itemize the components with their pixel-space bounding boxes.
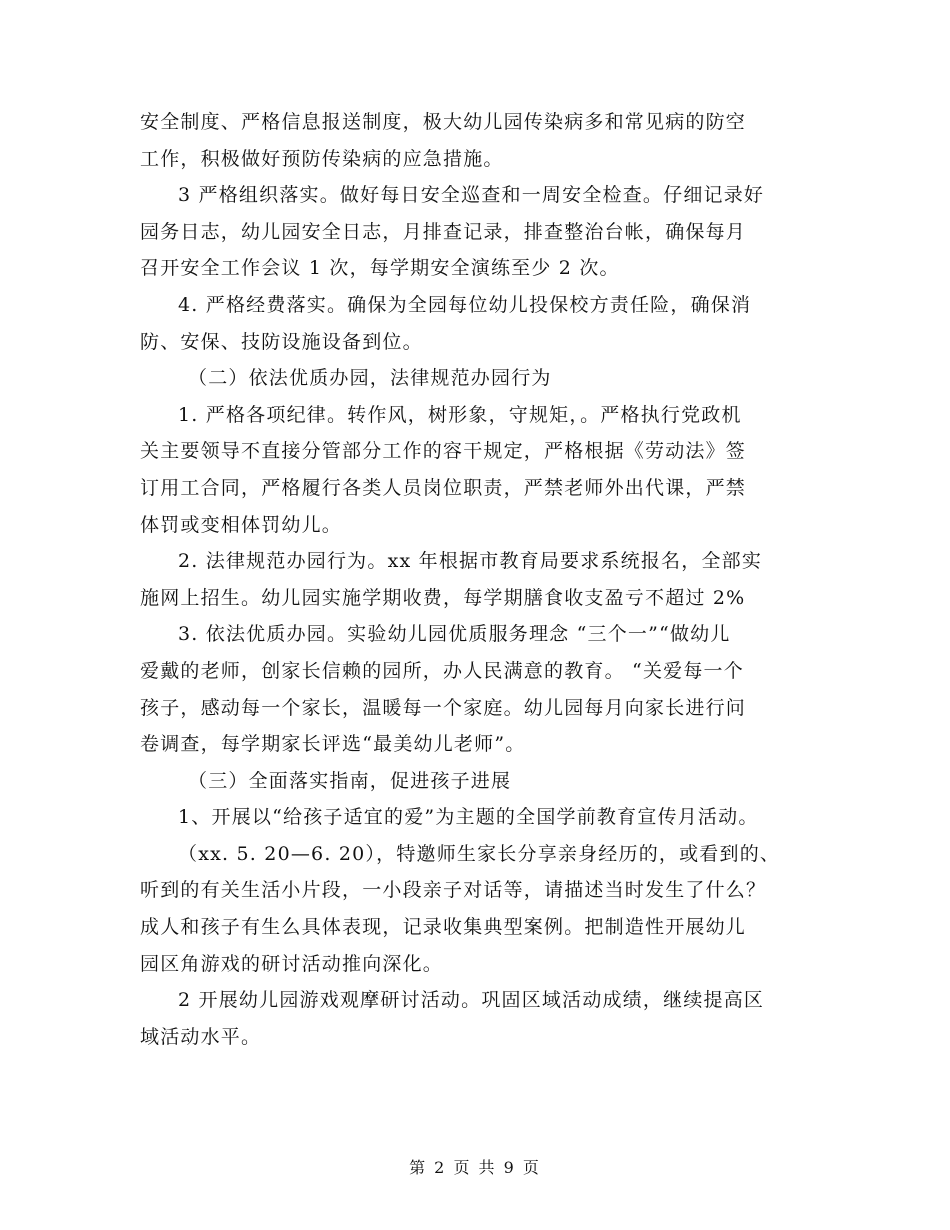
section-heading: （三）全面落实指南，促进孩子进展 [188, 769, 512, 792]
text-line: 工作，积极做好预防传染病的应急措施。 [140, 147, 504, 170]
page-number-footer: 第 2 页 共 9 页 [409, 1158, 541, 1177]
text-line: 成人和孩子有生么具体表现，记录收集典型案例。把制造性开展幼儿 [140, 916, 747, 939]
text-line: 体罚或变相体罚幼儿。 [140, 513, 343, 536]
text-line: 听到的有关生活小片段，一小段亲子对话等，请描述当时发生了什么？ [140, 879, 767, 902]
text-line: 3. 依法优质办园。实验幼儿园优质服务理念 “三个一”“做幼儿 [178, 623, 731, 646]
text-line: 爱戴的老师，创家长信赖的园所，办人民满意的教育。 “关爱每一个 [140, 659, 744, 682]
text-line: 施网上招生。幼儿园实施学期收费，每学期膳食收支盈亏不超过 2% [140, 586, 746, 609]
text-line: 1. 严格各项纪律。转作风，树形象，守规矩，。严格执行党政机 [178, 403, 742, 426]
text-line: 1、开展以“给孩子适宜的爱”为主题的全国学前教育宣传月活动。 [178, 806, 759, 829]
text-line: 4. 严格经费落实。确保为全园每位幼儿投保校方责任险，确保消 [178, 293, 752, 316]
text-line: 园区角游戏的研讨活动推向深化。 [140, 952, 444, 975]
text-line: 订用工合同，严格履行各类人员岗位职责，严禁老师外出代课，严禁 [140, 476, 747, 499]
section-heading: （二）依法优质办园，法律规范办园行为 [188, 367, 552, 390]
text-line: 卷调查，每学期家长评选“最美幼儿老师”。 [140, 733, 526, 756]
text-line: 关主要领导不直接分管部分工作的容干规定，严格根据《劳动法》签 [140, 440, 747, 463]
text-line: 安全制度、严格信息报送制度，极大幼儿园传染病多和常见病的防空 [140, 111, 747, 133]
text-line: （xx. 5. 20—6. 20），特邀师生家长分享亲身经历的，或看到的、 [178, 842, 781, 865]
text-line: 域活动水平。 [140, 1025, 262, 1048]
text-line: 2. 法律规范办园行为。xx 年根据市教育局要求系统报名，全部实 [178, 550, 763, 573]
text-line: 召开安全工作会议 1 次，每学期安全演练至少 2 次。 [140, 257, 620, 280]
text-line: 3 严格组织落实。做好每日安全巡查和一周安全检查。仔细记录好 [178, 184, 765, 207]
text-line: 孩子，感动每一个家长，温暖每一个家庭。幼儿园每月向家长进行问 [140, 696, 747, 719]
document-body [140, 104, 820, 1055]
text-line: 2 开展幼儿园游戏观摩研讨活动。巩固区域活动成绩，继续提高区 [178, 989, 765, 1012]
text-line: 园务日志，幼儿园安全日志，月排查记录，排查整治台帐，确保每月 [140, 220, 747, 243]
text-line: 防、安保、技防设施设备到位。 [140, 330, 423, 353]
